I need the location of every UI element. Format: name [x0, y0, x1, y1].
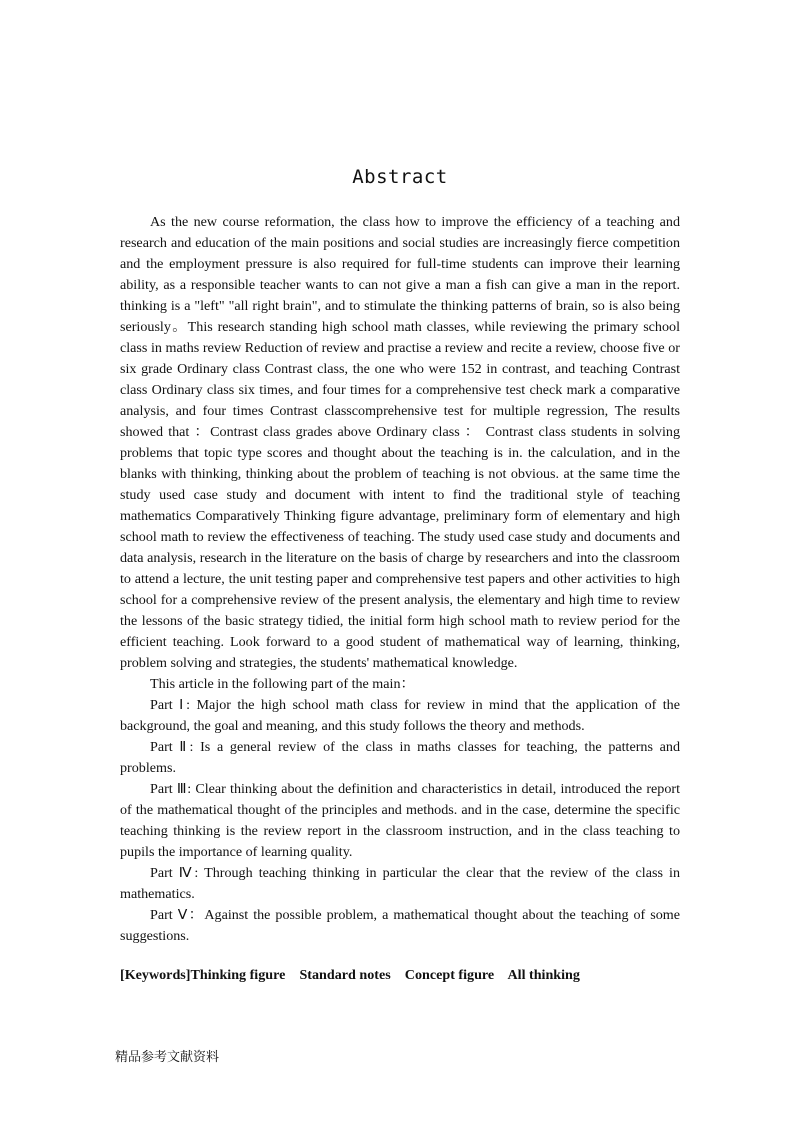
keywords-line: [Keywords]Thinking figure Standard notes Concept figure All thinking [120, 967, 580, 983]
paragraph-part-1: Part Ⅰ: Major the high school math class for review in mind that the application of the background, the goal and meaning, and this study follows the theory and methods. [120, 697, 680, 734]
page-footer: 精品参考文献资料 [115, 1050, 220, 1065]
abstract-title: Abstract [352, 166, 448, 188]
paragraph-part-5: Part Ⅴ：Against the possible problem, a mathematical thought about the teaching of some suggestions. [120, 907, 680, 944]
paragraph-part-2: Part Ⅱ: Is a general review of the class in maths classes for teaching, the patterns and problems. [120, 739, 680, 776]
paragraph-outline-intro: This article in the following part of the main： [150, 676, 415, 692]
paragraph-part-3: Part Ⅲ: Clear thinking about the definition and characteristics in detail, introduced the report of the mathematical thought of the principles and methods. and in the case, determine the specific teaching thinking is the review report in the classroom instruction, and in the class teaching to pupils the importance of learning quality. [120, 781, 680, 860]
paragraph-main: As the new course reformation, the class how to improve the efficiency of a teaching and research and education of the main positions and social studies are increasingly fierce competition and the employment pressure is also required for full-time students can improve their learning ability, as a responsible teacher wants to can not give a man a fish can give a man in the report. thinking is a "left" "all right brain", and to stimulate the thinking patterns of brain, so is also being seriously。This research standing high school math classes, while reviewing the primary school class in maths review Reduction of review and practise a review and recite a review, choose five or six grade Ordinary class Contrast class, the one who were 152 in contrast, and teaching Contrast class Ordinary class six times, and four times for a comprehensive test check mark a comparative analysis, and four times Contrast classcomprehensive test for multiple regression, The results showed that ：Contrast class grades above Ordinary class ： Contrast class students in solving problems that topic type scores and thought about the teaching is in. the calculation, and in the blanks with thinking, thinking about the problem of teaching is not obvious. at the same time the study used case study and document with intent to find the traditional style of teaching mathematics Comparatively Thinking figure advantage, preliminary form of elementary and high school math to review the effectiveness of teaching. The study used case study and documents and data analysis, research in the literature on the basis of charge by researchers and into the classroom to attend a lecture, the unit testing paper and comprehensive test papers and other activities to high school for a comprehensive review of the present analysis, the elementary and high time to review the lessons of the basic strategy tidied, the initial form high school math to review period for the efficient teaching. Look forward to a good student of mathematical way of learning, thinking, problem solving and strategies, the students' mathematical knowledge. [120, 214, 680, 671]
paragraph-part-4: Part Ⅳ: Through teaching thinking in particular the clear that the review of the class in mathematics. [120, 865, 680, 902]
abstract-body [120, 212, 680, 947]
